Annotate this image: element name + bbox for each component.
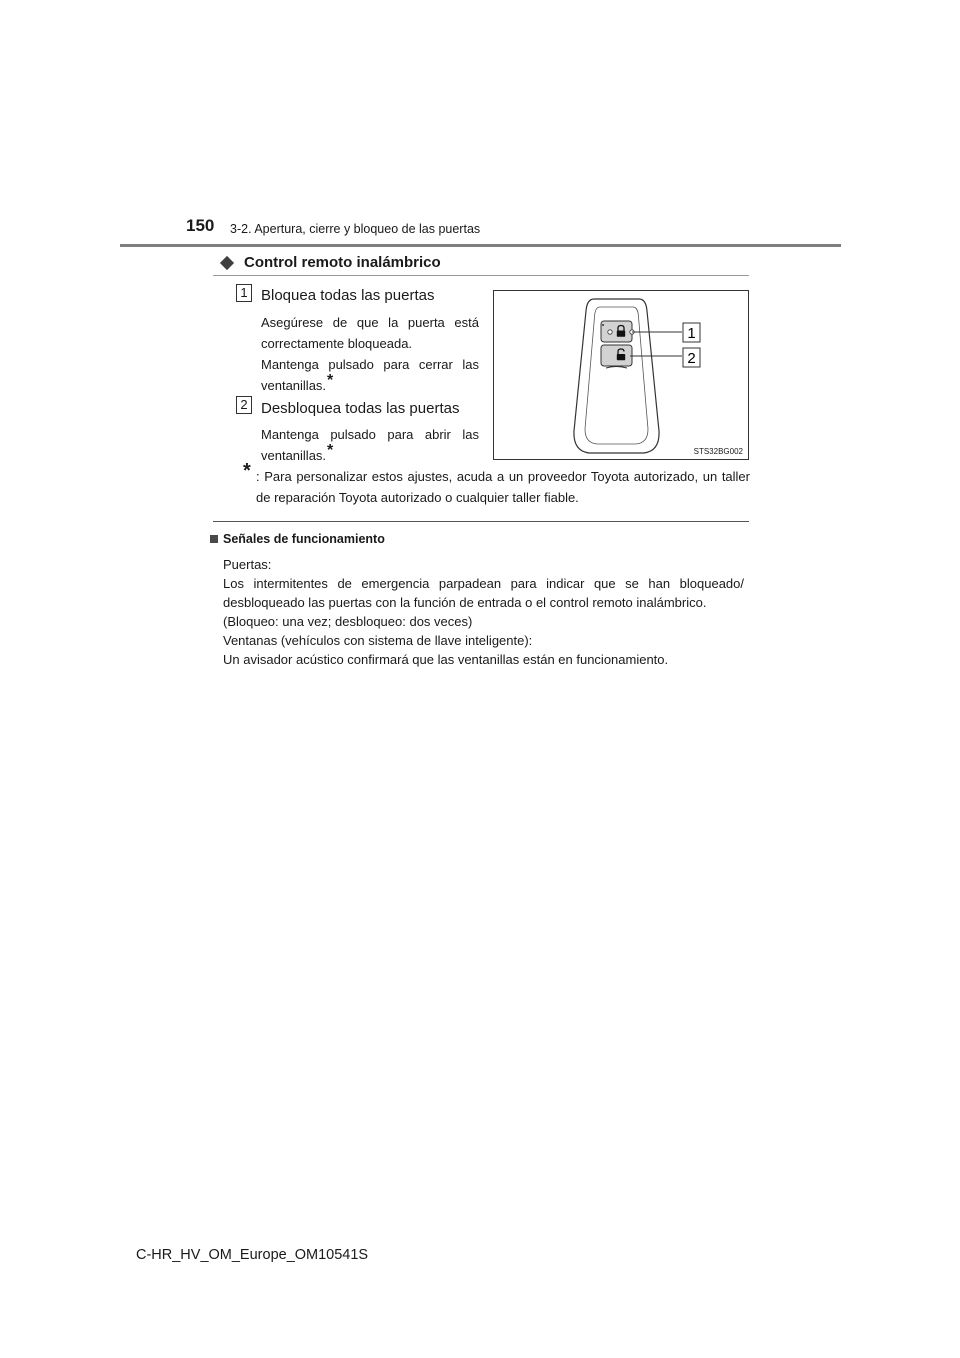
asterisk-note-marker: *	[327, 372, 334, 389]
info-box-title-text: Señales de funcionamiento	[223, 532, 385, 546]
key-fob-figure	[493, 290, 749, 460]
item-2-title: Desbloquea todas las puertas	[261, 400, 460, 417]
callout-2-label: 2	[687, 350, 696, 367]
info-line-2: Los intermitentes de emergencia parpadean para indicar que se han bloqueado/ desbloqueado las puertas con la función de entrada o el control remoto inalámbrico.	[223, 576, 744, 610]
section-rule	[213, 521, 749, 522]
item-2-paragraph-1-text: Mantenga pulsado para abrir las ventanillas.	[261, 427, 479, 463]
info-line-5: Un avisador acústico confirmará que las ventanillas están en funcionamiento.	[223, 652, 669, 667]
info-box-body	[223, 555, 744, 669]
asterisk-note-marker: *	[327, 442, 334, 459]
diamond-bullet-icon	[220, 255, 234, 269]
document-id: C-HR_HV_OM_Europe_OM10541S	[136, 1247, 369, 1263]
subsection-title-text: Control remoto inalámbrico	[244, 254, 441, 271]
section-header: 3-2. Apertura, cierre y bloqueo de las puertas	[230, 222, 481, 236]
item-1-title: Bloquea todas las puertas	[261, 287, 435, 304]
subsection-title	[220, 254, 441, 271]
header-rule	[120, 244, 841, 247]
item-2-paragraph-1	[261, 424, 479, 466]
page-number: 150	[186, 216, 215, 235]
info-box-title	[210, 532, 385, 546]
callout-1-label: 1	[687, 325, 696, 342]
figure-caption: STS32BG002	[693, 447, 743, 456]
footnote-asterisk: *	[243, 460, 251, 482]
footnote-text: : Para personalizar estos ajustes, acuda a un proveedor Toyota autorizado, un taller de reparación Toyota autorizado o cualquier taller fiable.	[256, 469, 750, 505]
subsection-rule	[213, 275, 749, 276]
item-2-badge: 2	[236, 396, 252, 414]
footnote	[243, 460, 750, 508]
item-1-badge: 1	[236, 284, 252, 302]
item-1-paragraph-1: Asegúrese de que la puerta está correctamente bloqueada.	[261, 315, 479, 351]
square-bullet-icon	[210, 535, 218, 543]
item-1-paragraph-2	[261, 354, 479, 396]
key-fob-icon	[494, 291, 748, 459]
info-line-1: Puertas:	[223, 557, 272, 572]
info-line-3: (Bloqueo: una vez; desbloqueo: dos veces)	[223, 614, 473, 629]
item-1-paragraph-2-text: Mantenga pulsado para cerrar las ventanillas.	[261, 357, 479, 393]
info-line-4: Ventanas (vehículos con sistema de llave inteligente):	[223, 633, 533, 648]
